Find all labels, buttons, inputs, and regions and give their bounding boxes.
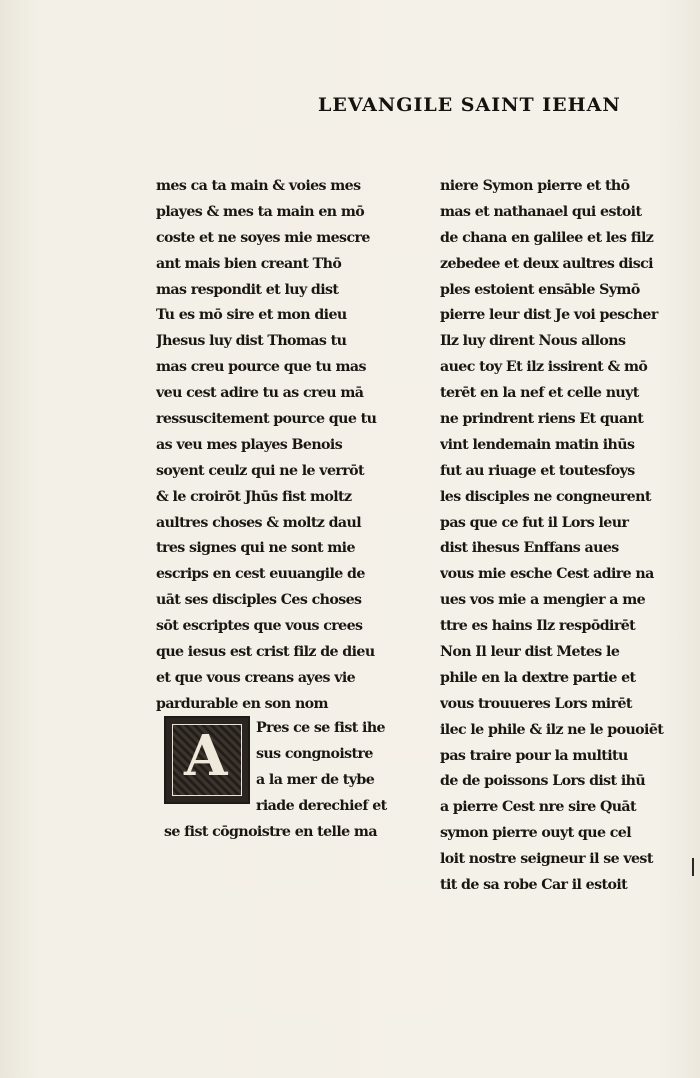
text-line: de chana en galilee et les filz xyxy=(440,229,654,246)
text-line: ues vos mie a mengier a me xyxy=(440,592,646,609)
text-line: coste et ne soyes mie mescre xyxy=(156,229,370,246)
text-line: escrips en cest euuangile de xyxy=(156,566,365,583)
text-line: & le croirōt Jhūs fist moltz xyxy=(156,488,352,505)
right-column xyxy=(440,174,682,899)
text-line: riade derechief et xyxy=(256,797,387,814)
text-line: mas respondit et luy dist xyxy=(156,281,339,298)
text-line: auec toy Et ilz issirent & mō xyxy=(440,359,648,376)
text-line: Non Il leur dist Metes le xyxy=(440,644,620,661)
decorated-initial xyxy=(164,716,250,804)
text-line: niere Symon pierre et thō xyxy=(440,178,630,194)
text-line: ttre es hains Ilz respōdirēt xyxy=(440,618,636,635)
text-line: ilec le phile & ilz ne le pouoiēt xyxy=(440,721,664,738)
text-line: Pres ce se fist ihe xyxy=(256,720,385,736)
text-line: loit nostre seigneur il se vest xyxy=(440,851,653,868)
text-line: ples estoient ensāble Symō xyxy=(440,281,640,298)
text-line: tit de sa robe Car il estoit xyxy=(440,877,628,894)
left-column xyxy=(156,174,402,718)
text-line: a la mer de tybe xyxy=(256,771,375,788)
text-line: uāt ses disciples Ces choses xyxy=(156,592,362,609)
text-line: de de poissons Lors dist ihū xyxy=(440,773,646,790)
text-line: symon pierre ouyt que cel xyxy=(440,825,631,842)
text-line: Jhesus luy dist Thomas tu xyxy=(156,333,347,350)
text-line: Tu es mō sire et mon dieu xyxy=(156,307,347,324)
text-line: vous mie esche Cest adire na xyxy=(440,566,654,583)
text-line: pas traire pour la multitu xyxy=(440,747,628,764)
text-line: sus congnoistre xyxy=(256,745,373,762)
text-line: mas et nathanael qui estoit xyxy=(440,203,642,220)
text-line: vous trouueres Lors mirēt xyxy=(440,695,632,712)
text-line: et que vous creans ayes vie xyxy=(156,669,356,686)
text-line: dist ihesus Enffans aues xyxy=(440,540,619,557)
margin-mark xyxy=(692,858,694,876)
text-line: Ilz luy dirent Nous allons xyxy=(440,333,626,350)
text-line: ressuscitement pource que tu xyxy=(156,411,377,428)
chapter-opening xyxy=(164,716,404,845)
text-line: phile en la dextre partie et xyxy=(440,669,636,686)
text-line: mes ca ta main & voies mes xyxy=(156,178,361,194)
text-line: pardurable en son nom xyxy=(156,695,328,712)
text-line: ne prindrent riens Et quant xyxy=(440,411,644,428)
text-line: pas que ce fut il Lors leur xyxy=(440,514,629,531)
text-line: pierre leur dist Je voi pescher xyxy=(440,307,658,324)
initial-letter: A xyxy=(184,723,227,789)
text-line: ant mais bien creant Thō xyxy=(156,255,342,272)
text-line: zebedee et deux aultres disci xyxy=(440,255,653,272)
text-line: vint lendemain matin ihūs xyxy=(440,436,635,453)
text-line: as veu mes playes Benois xyxy=(156,436,343,453)
text-line: les disciples ne congneurent xyxy=(440,488,651,505)
text-line: mas creu pource que tu mas xyxy=(156,359,366,376)
text-line: veu cest adire tu as creu mā xyxy=(156,385,364,402)
running-header: LEVANGILE SAINT IEHAN xyxy=(318,94,621,116)
text-line: se fist cōgnoistre en telle ma xyxy=(164,823,377,840)
text-line: aultres choses & moltz daul xyxy=(156,514,362,531)
text-line: sōt escriptes que vous crees xyxy=(156,618,363,635)
text-line: que iesus est crist filz de dieu xyxy=(156,644,375,661)
text-line: a pierre Cest nre sire Quāt xyxy=(440,799,636,816)
text-line: tres signes qui ne sont mie xyxy=(156,540,355,557)
text-line: soyent ceulz qui ne le verrōt xyxy=(156,462,364,479)
text-line: terēt en la nef et celle nuyt xyxy=(440,385,639,402)
text-line: fut au riuage et toutesfoys xyxy=(440,462,635,479)
text-line: playes & mes ta main en mō xyxy=(156,203,365,220)
